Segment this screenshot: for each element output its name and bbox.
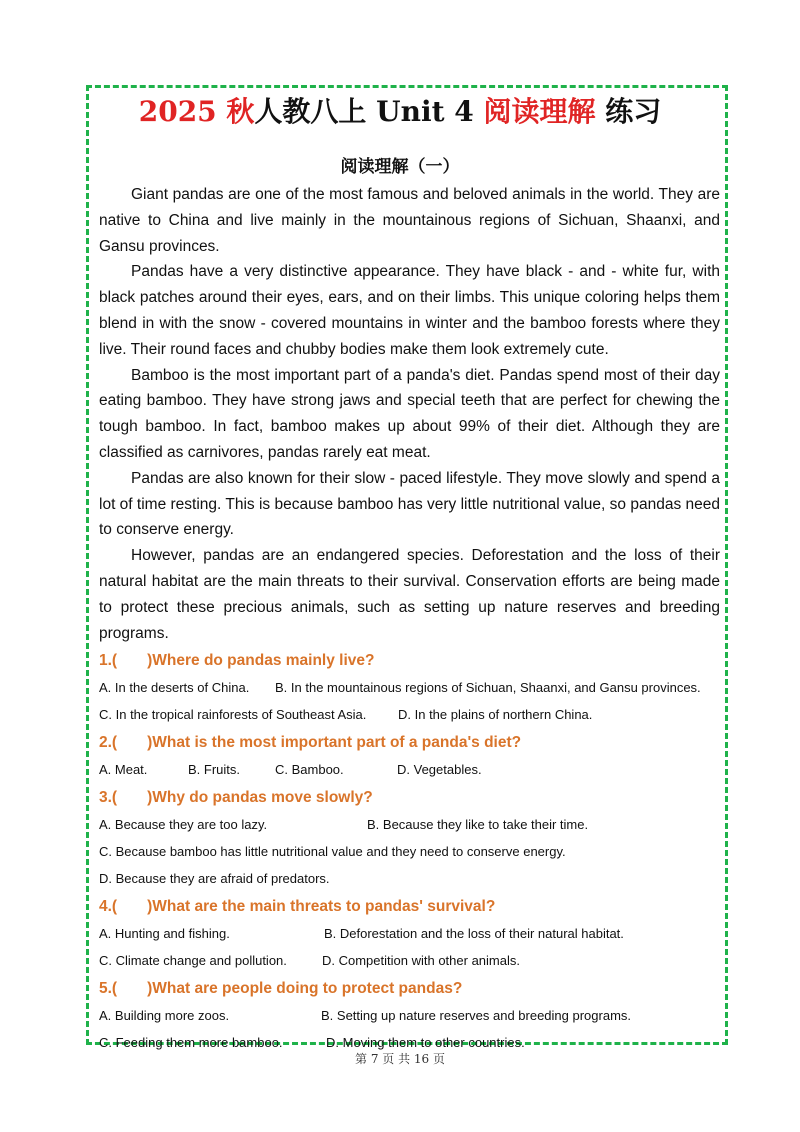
passage-paragraph: Pandas have a very distinctive appearance. They have black - and - white fur, with black patches around their eyes, ears, and on their limbs. This unique coloring helps them blend in with the snow - covered mountains in winter and the bamboo forests where they live. Their round faces and chubby bodies make them look extremely cute. xyxy=(99,263,720,358)
option-b: B. Deforestation and the loss of their natural habitat. xyxy=(324,926,624,942)
option-a: A. Building more zoos. xyxy=(99,1008,230,1024)
question-text: What are the main threats to pandas' survival? xyxy=(152,898,496,916)
question-text: Why do pandas move slowly? xyxy=(152,789,373,807)
question-bracket: ) xyxy=(147,734,153,752)
question-number: 5.( xyxy=(99,980,118,998)
option-a: A. In the deserts of China. xyxy=(99,680,250,696)
option-row xyxy=(99,674,720,701)
question-3 xyxy=(99,784,720,811)
option-d: D. Vegetables. xyxy=(397,762,482,778)
option-row xyxy=(99,756,720,783)
option-d: D. Moving them to other countries. xyxy=(326,1035,525,1051)
option-b: B. Fruits. xyxy=(188,762,241,778)
option-b: B. Because they like to take their time. xyxy=(367,817,589,833)
option-d: D. Competition with other animals. xyxy=(322,953,520,969)
option-c: C. Because bamboo has little nutritional value and they need to conserve energy. xyxy=(99,844,566,860)
question-text: What are people doing to protect pandas? xyxy=(152,980,463,998)
title-year: 2025 秋 xyxy=(138,95,255,128)
question-4 xyxy=(99,893,720,920)
question-bracket: ) xyxy=(147,652,153,670)
title-topic: 阅读理解 xyxy=(483,95,596,128)
question-number: 4.( xyxy=(99,898,118,916)
option-row xyxy=(99,701,720,728)
reading-content xyxy=(99,182,720,1056)
option-a: A. Hunting and fishing. xyxy=(99,926,230,942)
option-row xyxy=(99,920,720,947)
question-number: 1.( xyxy=(99,652,118,670)
option-a: A. Because they are too lazy. xyxy=(99,817,268,833)
question-bracket: ) xyxy=(147,980,153,998)
option-b: B. Setting up nature reserves and breeding programs. xyxy=(321,1008,632,1024)
option-row xyxy=(99,1002,720,1029)
option-b: B. In the mountainous regions of Sichuan, Shaanxi, and Gansu provinces. xyxy=(275,680,701,696)
question-number: 3.( xyxy=(99,789,118,807)
reading-passage xyxy=(99,182,720,646)
question-number: 2.( xyxy=(99,734,118,752)
passage-paragraph: Giant pandas are one of the most famous and beloved animals in the world. They are native to China and live mainly in the mountainous regions of Sichuan, Shaanxi, and Gansu provinces. xyxy=(99,186,720,255)
passage-paragraph: Bamboo is the most important part of a panda's diet. Pandas spend most of their day eating bamboo. They have strong jaws and special teeth that are perfect for chewing the tough bamboo. In fact, bamboo makes up about 99% of their diet. Although they are classified as carnivores, pandas rarely eat meat. xyxy=(99,366,720,461)
question-text: What is the most important part of a panda's diet? xyxy=(152,734,522,752)
title-course: 人教八上 Unit 4 xyxy=(254,95,484,128)
page-number: 第 7 页 共 16 页 xyxy=(355,1052,445,1066)
option-row xyxy=(99,865,720,892)
passage-paragraph: Pandas are also known for their slow - paced lifestyle. They move slowly and spend a lot of time resting. This is because bamboo has very little nutritional value, so pandas need to conserve energy. xyxy=(99,469,720,539)
option-c: C. Bamboo. xyxy=(275,762,344,778)
option-row xyxy=(99,811,720,838)
question-text: Where do pandas mainly live? xyxy=(152,652,375,670)
option-c: C. Feeding them more bamboo. xyxy=(99,1035,283,1051)
question-2 xyxy=(99,729,720,756)
question-bracket: ) xyxy=(147,898,153,916)
option-c: C. In the tropical rainforests of Southeast Asia. xyxy=(99,707,367,723)
passage-paragraph: However, pandas are an endangered species. Deforestation and the loss of their natural habitat are the main threats to their survival. Conservation efforts are being made to protect these precious animals, such as setting up nature reserves and breeding programs. xyxy=(99,547,720,642)
option-d: D. Because they are afraid of predators. xyxy=(99,871,330,887)
question-1 xyxy=(99,647,720,674)
question-bracket: ) xyxy=(147,789,153,807)
question-list xyxy=(99,647,720,1056)
page-title xyxy=(0,92,800,132)
option-a: A. Meat. xyxy=(99,762,148,778)
option-d: D. In the plains of northern China. xyxy=(398,707,593,723)
option-c: C. Climate change and pollution. xyxy=(99,953,287,969)
option-row xyxy=(99,838,720,865)
title-suffix: 练习 xyxy=(595,95,662,128)
option-row xyxy=(99,947,720,974)
section-heading: 阅读理解（一） xyxy=(340,157,460,177)
question-5 xyxy=(99,975,720,1002)
